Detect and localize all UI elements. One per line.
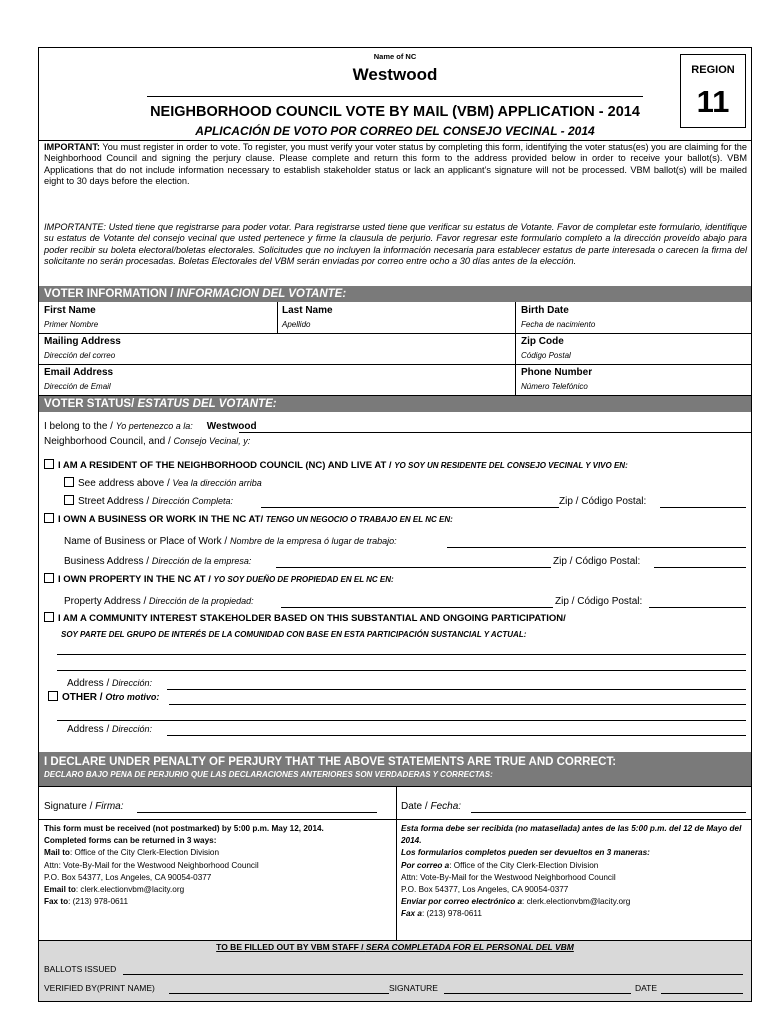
property-zip-field[interactable]: [649, 607, 746, 608]
signature-field[interactable]: [137, 812, 377, 813]
divider: [39, 819, 751, 820]
street-address-field[interactable]: [261, 507, 559, 508]
fax-to-es: [401, 908, 747, 920]
fax-to-label: Fax to: [44, 897, 69, 907]
email-to-es-label: Enviar por correo electrónico a: [401, 897, 523, 907]
property-zip-label: Zip / Código Postal:: [555, 596, 643, 607]
voter-info-header-en: VOTER INFORMATION /: [44, 288, 177, 300]
other-address-label-es: Dirección:: [112, 724, 153, 734]
mail-to-value: : Office of the City Clerk-Election Division: [69, 848, 220, 858]
perjury-header-en: I DECLARE UNDER PENALTY OF PERJURY THAT THE ABOVE STATEMENTS ARE TRUE AND CORRECT:: [44, 756, 617, 768]
signature-label: Signature /: [44, 801, 96, 812]
divider: [39, 333, 751, 334]
voter-status-header-es: ESTATUS DEL VOTANTE:: [137, 398, 277, 410]
community-address-field[interactable]: [167, 689, 746, 690]
property-address-label: Property Address /: [64, 596, 150, 607]
ways-es: Los formularios completos pueden ser devueltos en 3 maneras:: [401, 848, 650, 858]
important-label: IMPORTANT:: [44, 142, 100, 152]
region-number: 11: [696, 84, 730, 119]
business-zip-field[interactable]: [654, 567, 746, 568]
verified-by-field[interactable]: [169, 993, 389, 994]
voter-status-header-en: VOTER STATUS/: [44, 398, 138, 410]
first-name-label: First Name: [44, 305, 96, 316]
email-to-en: [44, 884, 394, 896]
council-name-underline: [147, 96, 643, 97]
business-zip-label: Zip / Código Postal:: [553, 556, 641, 567]
other-reason-field[interactable]: [169, 704, 746, 705]
last-name-label: Last Name: [282, 305, 333, 316]
date-label-es: Fecha:: [430, 801, 462, 812]
community-description-field[interactable]: [57, 654, 746, 655]
property-label: I OWN PROPERTY IN THE NC AT /: [58, 574, 214, 585]
deadline-es: Esta forma debe ser recibida (no matasellada) antes de las 5:00 p.m. del 12 de Mayo del 2014.: [401, 824, 742, 846]
council-name: Westwood: [352, 65, 438, 84]
voter-status-header: [39, 396, 751, 412]
date-field[interactable]: [471, 812, 746, 813]
divider: [515, 302, 516, 395]
community-address-label: Address /: [67, 678, 113, 689]
zip-code-label-es: Código Postal: [521, 351, 571, 360]
community-address-label-es: Dirección:: [112, 678, 153, 688]
property-checkbox[interactable]: [44, 573, 54, 583]
business-name-label: Name of Business or Place of Work /: [64, 536, 230, 547]
name-of-nc-label: Name of NC: [373, 52, 417, 61]
date-label: Date /: [401, 801, 431, 812]
form-title-es: APLICACIÓN DE VOTO POR CORREO DEL CONSEJO VECINAL - 2014: [195, 124, 595, 138]
other-label-es: Otro motivo:: [105, 692, 160, 702]
return-info-es: [401, 823, 747, 921]
divider: [277, 302, 278, 333]
staff-title-en: TO BE FILLED OUT BY VBM STAFF /: [216, 942, 366, 952]
resident-label: I AM A RESIDENT OF THE NEIGHBORHOOD COUNCIL (NC) AND LIVE AT /: [58, 460, 395, 471]
important-notice: [44, 142, 747, 187]
mail-to-es: [401, 860, 747, 872]
street-address-checkbox[interactable]: [64, 495, 74, 505]
voter-info-header: [39, 286, 751, 302]
divider: [396, 786, 397, 940]
mail-to-en: [44, 847, 394, 859]
property-label-es: YO SOY DUEÑO DE PROPIEDAD EN EL NC EN:: [213, 575, 394, 584]
other-address-line: [67, 724, 152, 735]
belong-suffix-line: [44, 436, 250, 447]
street-address-option[interactable]: [64, 496, 233, 507]
business-label: I OWN A BUSINESS OR WORK IN THE NC AT/: [58, 514, 266, 525]
business-option[interactable]: [44, 514, 453, 525]
return-info-en: [44, 823, 394, 908]
belong-suffix: Neighborhood Council, and /: [44, 436, 174, 447]
see-address-label-es: Vea la dirección arriba: [172, 478, 262, 488]
other-address-label: Address /: [67, 724, 113, 735]
see-address-checkbox[interactable]: [64, 477, 74, 487]
belong-underline: [239, 432, 751, 433]
community-address-line: [67, 678, 152, 689]
business-name-field[interactable]: [447, 547, 746, 548]
divider: [39, 364, 751, 365]
signature-line: [44, 801, 124, 812]
ballots-issued-label: BALLOTS ISSUED: [44, 964, 117, 974]
property-option[interactable]: [44, 574, 394, 585]
business-address-line: [64, 556, 251, 567]
staff-signature-field[interactable]: [444, 993, 631, 994]
business-label-es: TENGO UN NEGOCIO O TRABAJO EN EL NC EN:: [265, 515, 453, 524]
staff-title: [39, 942, 751, 952]
business-address-label-es: Dirección de la empresa:: [151, 556, 252, 566]
region-box: [680, 54, 746, 128]
first-name-label-es: Primer Nombre: [44, 320, 99, 329]
other-address-field[interactable]: [167, 735, 746, 736]
date-line: [401, 801, 461, 812]
po-box-en: P.O. Box 54377, Los Angeles, CA 90054-0377: [44, 872, 212, 882]
business-checkbox[interactable]: [44, 513, 54, 523]
email-to-label: Email to: [44, 885, 76, 895]
see-address-option[interactable]: [64, 478, 262, 489]
divider: [39, 940, 751, 941]
mailing-address-label-es: Dirección del correo: [44, 351, 116, 360]
perjury-header-es: DECLARO BAJO PENA DE PERJURIO QUE LAS DECLARACIONES ANTERIORES SON VERDADERAS Y CORRECTAS:: [44, 770, 493, 779]
community-label-es: SOY PARTE DEL GRUPO DE INTERÉS DE LA COMUNIDAD CON BASE EN ESTA PARTICIPACIÓN SUSTANCIAL Y ACTUAL:: [61, 630, 527, 639]
form-title: NEIGHBORHOOD COUNCIL VOTE BY MAIL (VBM) APPLICATION - 2014: [150, 104, 640, 120]
mail-to-es-label: Por correo a: [401, 860, 450, 870]
email-address-label-es: Dirección de Email: [44, 382, 111, 391]
other-checkbox[interactable]: [48, 691, 58, 701]
verified-by-label: VERIFIED BY(PRINT NAME): [44, 983, 155, 993]
ballots-issued-field[interactable]: [123, 974, 743, 975]
attn-en: Attn: Vote-By-Mail for the Westwood Neighborhood Council: [44, 860, 259, 870]
zip-label: Zip / Código Postal:: [559, 496, 647, 507]
resident-checkbox[interactable]: [44, 459, 54, 469]
voter-info-header-es: INFORMACION DEL VOTANTE:: [176, 288, 347, 300]
staff-title-es: SERA COMPLETADA FOR EL PERSONAL DEL VBM: [365, 942, 574, 952]
email-to-es: [401, 896, 747, 908]
last-name-label-es: Apellido: [282, 320, 311, 329]
email-address-label: Email Address: [44, 367, 114, 378]
fax-to-es-value: : (213) 978-0611: [421, 909, 482, 919]
staff-section: [39, 940, 751, 1001]
street-address-label-es: Dirección Completa:: [151, 496, 233, 506]
birth-date-label-es: Fecha de nacimiento: [521, 320, 596, 329]
property-address-line: [64, 596, 254, 607]
mail-to-label: Mail to: [44, 848, 70, 858]
staff-date-field[interactable]: [661, 993, 743, 994]
fax-to-en: [44, 896, 394, 908]
po-box-es: P.O. Box 54377, Los Angeles, CA 90054-0377: [401, 885, 569, 895]
divider: [39, 140, 751, 141]
staff-date-label: DATE: [635, 983, 658, 993]
resident-label-es: YO SOY UN RESIDENTE DEL CONSEJO VECINAL Y VIVO EN:: [394, 461, 628, 470]
staff-signature-label: SIGNATURE: [389, 983, 438, 993]
other-reason-field[interactable]: [57, 720, 746, 721]
belong-prefix: I belong to the /: [44, 421, 116, 432]
resident-option[interactable]: [44, 460, 628, 471]
deadline-en: This form must be received (not postmarked) by 5:00 p.m. May 12, 2014.: [44, 824, 324, 833]
zip-code-label: Zip Code: [521, 336, 564, 347]
belong-suffix-es: Consejo Vecinal, y:: [173, 436, 251, 446]
community-label: I AM A COMMUNITY INTEREST STAKEHOLDER BASED ON THIS SUBSTANTIAL AND ONGOING PARTICIPATION/: [58, 613, 566, 624]
ways-en: Completed forms can be returned in 3 ways:: [44, 836, 217, 846]
phone-number-label-es: Número Telefónico: [521, 382, 588, 391]
business-name-line: [64, 536, 397, 547]
belong-line: [44, 421, 257, 432]
perjury-header: [39, 752, 751, 786]
divider: [39, 786, 751, 787]
business-address-field[interactable]: [276, 567, 551, 568]
important-text: You must register in order to vote. To register, you must verify your voter status by completing this form, identifying the voter status(es) you are claiming for the Neighborhood Council and signing the perjury clause. Please complete and return this form to the address provided below in order to receive your ballot(s). VBM Applications that do not include information necessary to establish stakeholder status or lack an applicant’s signature will not be processed. VBM ballot(s) will be mailed eight to 30 days before the election.: [44, 142, 747, 186]
street-zip-field[interactable]: [660, 507, 746, 508]
business-name-label-es: Nombre de la empresa ó lugar de trabajo:: [230, 536, 397, 546]
belong-prefix-es: Yo pertenezco a la:: [115, 421, 193, 431]
fax-to-es-label: Fax a: [401, 909, 422, 919]
community-option[interactable]: [44, 613, 566, 624]
business-address-label: Business Address /: [64, 556, 152, 567]
property-address-label-es: Dirección de la propiedad:: [149, 596, 254, 606]
vbm-application-form: [38, 47, 752, 1002]
email-to-es-value: : clerk.electionvbm@lacity.org: [522, 897, 631, 907]
phone-number-label: Phone Number: [521, 367, 593, 378]
mailing-address-label: Mailing Address: [44, 336, 121, 347]
attn-es: Attn: Vote-By-Mail for the Westwood Neighborhood Council: [401, 872, 616, 882]
email-to-value: : clerk.electionvbm@lacity.org: [75, 885, 185, 895]
other-label: OTHER /: [62, 692, 106, 703]
community-description-field[interactable]: [57, 670, 746, 671]
community-checkbox[interactable]: [44, 612, 54, 622]
see-address-label: See address above /: [78, 478, 173, 489]
fax-to-value: : (213) 978-0611: [68, 897, 129, 907]
mail-to-es-value: : Office of the City Clerk-Election Division: [449, 860, 599, 870]
street-address-label: Street Address /: [78, 496, 152, 507]
region-label: REGION: [691, 64, 735, 76]
other-option[interactable]: [48, 692, 159, 703]
belong-council-value: Westwood: [206, 421, 257, 432]
property-address-field[interactable]: [281, 607, 553, 608]
signature-label-es: Firma:: [95, 801, 124, 812]
birth-date-label: Birth Date: [521, 305, 569, 316]
importante-notice: IMPORTANTE: Usted tiene que registrarse para poder votar. Para registrarse usted tiene que verificar su estatus de Votante. Favor de completar este formulario, identifique su estatus de Votante del consejo vecinal que usted pertenece y firme la clausula de perjurio. Favor regresar este formulario completo a la dirección proveído abajo para poder recibir su boleta electoral/boletas electorales. Solicitudes que no incluyen la información necesaria para establecer estatus de parte interesada o carecen la firma del solicitante no serán procesadas. Boletas Electorales del VBM serán enviadas por correo entre ocho a 30 días antes de la elección.: [44, 222, 747, 266]
